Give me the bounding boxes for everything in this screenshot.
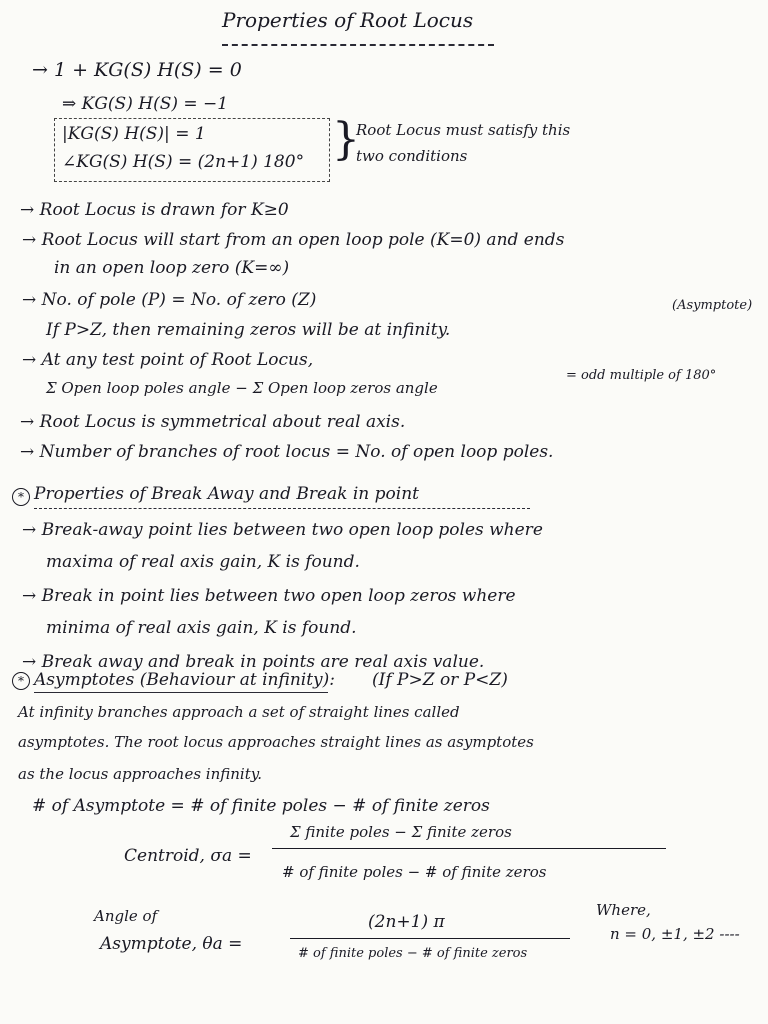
angle-fraction-bar xyxy=(290,938,570,939)
centroid-numerator: Σ finite poles − Σ finite zeros xyxy=(290,823,512,841)
centroid-label: Centroid, σa = xyxy=(124,846,252,866)
title-underline xyxy=(222,44,494,46)
centroid-denominator: # of finite poles − # of finite zeros xyxy=(282,863,547,881)
breakin-point-line2: minima of real axis gain, K is found. xyxy=(46,618,357,638)
odd-multiple-note: = odd multiple of 180° xyxy=(566,368,717,383)
conditions-note-line2: two conditions xyxy=(356,147,468,165)
asymptote-note: (Asymptote) xyxy=(672,298,753,313)
property-angle-condition-line2: Σ Open loop poles angle − Σ Open loop zeros angle xyxy=(46,379,438,397)
asymptotes-desc-line3: as the locus approaches infinity. xyxy=(18,765,262,783)
angle-label-line1: Angle of xyxy=(94,907,158,925)
breakaway-point-line2: maxima of real axis gain, K is found. xyxy=(46,552,360,572)
property-poles-zeros-line2: If P>Z, then remaining zeros will be at infinity. xyxy=(46,320,451,340)
angle-numerator: (2n+1) π xyxy=(368,912,445,932)
centroid-fraction-bar xyxy=(272,848,666,849)
breakaway-section-heading: Properties of Break Away and Break in point xyxy=(34,484,419,504)
breakin-point-line1: → Break in point lies between two open loop zeros where xyxy=(22,586,516,606)
magnitude-condition: |KG(S) H(S)| = 1 xyxy=(62,124,206,144)
equation-rearranged: ⇒ KG(S) H(S) = −1 xyxy=(62,94,229,114)
angle-denominator: # of finite poles − # of finite zeros xyxy=(298,946,528,961)
property-poles-zeros-line1: → No. of pole (P) = No. of zero (Z) xyxy=(22,290,317,310)
breakaway-heading-underline xyxy=(34,508,530,509)
angle-condition: ∠KG(S) H(S) = (2n+1) 180° xyxy=(62,152,305,172)
conditions-note-line1: Root Locus must satisfy this xyxy=(356,121,571,139)
asymptotes-desc-line2: asymptotes. The root locus approaches straight lines as asymptotes xyxy=(18,733,534,751)
angle-label-line2: Asymptote, θa = xyxy=(100,934,243,954)
asymptote-star-icon: * xyxy=(12,672,30,690)
property-angle-condition-line1: → At any test point of Root Locus, xyxy=(22,350,314,370)
page-title: Properties of Root Locus xyxy=(222,8,474,32)
characteristic-equation: → 1 + KG(S) H(S) = 0 xyxy=(32,59,242,81)
asymptotes-desc-line1: At infinity branches approach a set of straight lines called xyxy=(18,703,460,721)
section-star-icon: * xyxy=(12,488,30,506)
property-gain-range: → Root Locus is drawn for K≥0 xyxy=(20,200,289,220)
asymptotes-condition: (If P>Z or P<Z) xyxy=(372,670,508,690)
property-branches: → Number of branches of root locus = No. of open loop poles. xyxy=(20,442,554,462)
asymptotes-heading: Asymptotes (Behaviour at infinity): xyxy=(34,670,335,690)
property-symmetry: → Root Locus is symmetrical about real axis. xyxy=(20,412,406,432)
where-label: Where, xyxy=(596,901,651,919)
property-start-end-line1: → Root Locus will start from an open loop pole (K=0) and ends xyxy=(22,230,565,250)
conditions-brace: } xyxy=(332,114,360,165)
breakaway-breakin-real-axis: → Break away and break in points are real axis value. xyxy=(22,652,485,672)
where-value: n = 0, ±1, ±2 ---- xyxy=(610,925,740,943)
breakaway-point-line1: → Break-away point lies between two open loop poles where xyxy=(22,520,543,540)
property-start-end-line2: in an open loop zero (K=∞) xyxy=(54,258,290,278)
asymptotes-heading-underline xyxy=(34,692,328,693)
number-of-asymptotes-formula: # of Asymptote = # of finite poles − # of finite zeros xyxy=(32,796,490,816)
